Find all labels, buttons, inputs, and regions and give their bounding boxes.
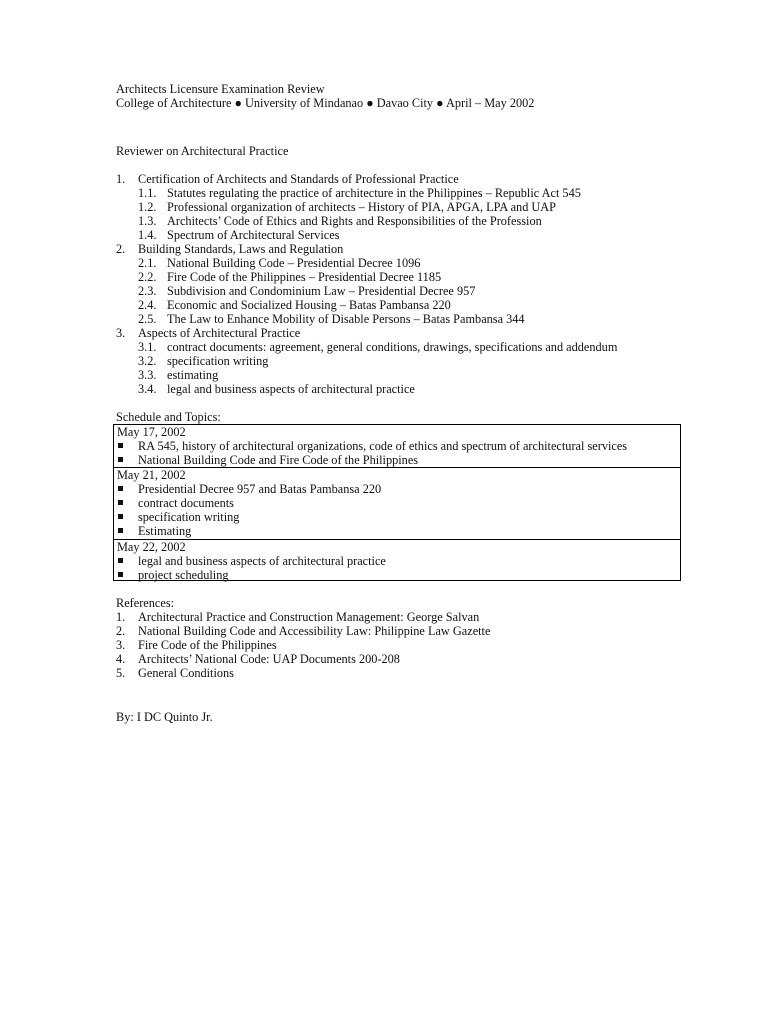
topic-text: legal and business aspects of architectural practice bbox=[138, 554, 386, 568]
item-number: 1.3. bbox=[138, 214, 157, 228]
reference-text: General Conditions bbox=[138, 666, 234, 680]
item-text: Professional organization of architects – History of PIA, APGA, LPA and UAP bbox=[167, 200, 557, 214]
item-number: 1.4. bbox=[138, 228, 157, 242]
item-number: 1.2. bbox=[138, 200, 157, 214]
square-bullet-icon bbox=[118, 572, 123, 577]
item-number: 3.2. bbox=[138, 354, 157, 368]
square-bullet-icon bbox=[118, 500, 123, 505]
item-number: 2.2. bbox=[138, 270, 157, 284]
item-text: estimating bbox=[167, 368, 219, 382]
item-number: 2.3. bbox=[138, 284, 157, 298]
reference-item bbox=[116, 638, 708, 652]
topic-text: specification writing bbox=[138, 510, 240, 524]
square-bullet-icon bbox=[118, 457, 123, 462]
reference-text: Architects’ National Code: UAP Documents 200-208 bbox=[138, 652, 400, 666]
session-date: May 22, 2002 bbox=[117, 540, 186, 554]
item-text: specification writing bbox=[167, 354, 269, 368]
square-bullet-icon bbox=[118, 514, 123, 519]
outline-item bbox=[116, 340, 708, 354]
reviewer-title: Reviewer on Architectural Practice bbox=[116, 144, 289, 158]
square-bullet-icon bbox=[118, 486, 123, 491]
outline-item bbox=[116, 284, 708, 298]
reference-number: 4. bbox=[116, 652, 126, 666]
references-label: References: bbox=[116, 596, 175, 610]
item-text: Economic and Socialized Housing – Batas Pambansa 220 bbox=[167, 298, 451, 312]
session-date: May 21, 2002 bbox=[117, 468, 186, 482]
schedule-heading-block bbox=[116, 410, 708, 424]
item-text: National Building Code – Presidential Decree 1096 bbox=[167, 256, 421, 270]
reference-item bbox=[116, 652, 708, 666]
topic-text: Estimating bbox=[138, 524, 192, 538]
schedule-session bbox=[114, 467, 680, 540]
section-title: Aspects of Architectural Practice bbox=[138, 326, 301, 340]
outline-section bbox=[116, 242, 708, 256]
topic-text: RA 545, history of architectural organizations, code of ethics and spectrum of architectural services bbox=[138, 439, 628, 453]
reference-number: 2. bbox=[116, 624, 126, 638]
outline-item bbox=[116, 382, 708, 396]
item-text: The Law to Enhance Mobility of Disable Persons – Batas Pambansa 344 bbox=[167, 312, 525, 326]
reference-number: 1. bbox=[116, 610, 126, 624]
topic-text: contract documents bbox=[138, 496, 234, 510]
item-text: Fire Code of the Philippines – Presidential Decree 1185 bbox=[167, 270, 442, 284]
author-line: By: I DC Quinto Jr. bbox=[116, 710, 213, 724]
reference-text: Fire Code of the Philippines bbox=[138, 638, 277, 652]
references-section bbox=[116, 596, 708, 680]
square-bullet-icon bbox=[118, 558, 123, 563]
outline-item bbox=[116, 270, 708, 284]
reference-item bbox=[116, 610, 708, 624]
outline-item bbox=[116, 214, 708, 228]
topic-text: National Building Code and Fire Code of the Philippines bbox=[138, 453, 419, 467]
outline-item bbox=[116, 368, 708, 382]
outline-item bbox=[116, 200, 708, 214]
item-number: 3.1. bbox=[138, 340, 157, 354]
item-text: Statutes regulating the practice of architecture in the Philippines – Republic Act 545 bbox=[167, 186, 581, 200]
topic-outline bbox=[116, 172, 708, 396]
section-title: Certification of Architects and Standards of Professional Practice bbox=[138, 172, 459, 186]
schedule-table bbox=[113, 424, 681, 581]
document-subtitle: College of Architecture ● University of Mindanao ● Davao City ● April – May 2002 bbox=[116, 96, 535, 110]
item-text: legal and business aspects of architectural practice bbox=[167, 382, 415, 396]
reference-number: 5. bbox=[116, 666, 126, 680]
item-number: 1.1. bbox=[138, 186, 157, 200]
reference-text: Architectural Practice and Construction Management: George Salvan bbox=[138, 610, 480, 624]
item-number: 3.4. bbox=[138, 382, 157, 396]
reviewer-title-block bbox=[116, 144, 708, 158]
item-number: 2.4. bbox=[138, 298, 157, 312]
schedule-session bbox=[114, 425, 680, 467]
section-number: 1. bbox=[116, 172, 126, 186]
topic-text: Presidential Decree 957 and Batas Pambansa 220 bbox=[138, 482, 382, 496]
outline-section bbox=[116, 326, 708, 340]
outline-item bbox=[116, 186, 708, 200]
item-text: Architects’ Code of Ethics and Rights and Responsibilities of the Profession bbox=[167, 214, 542, 228]
reference-text: National Building Code and Accessibility Law: Philippine Law Gazette bbox=[138, 624, 491, 638]
outline-item bbox=[116, 312, 708, 326]
document-title: Architects Licensure Examination Review bbox=[116, 82, 325, 96]
item-text: contract documents: agreement, general conditions, drawings, specifications and addendum bbox=[167, 340, 618, 354]
document-header bbox=[116, 82, 708, 110]
section-number: 2. bbox=[116, 242, 126, 256]
reference-item bbox=[116, 624, 708, 638]
outline-item bbox=[116, 228, 708, 242]
section-number: 3. bbox=[116, 326, 126, 340]
item-text: Spectrum of Architectural Services bbox=[167, 228, 340, 242]
item-number: 2.5. bbox=[138, 312, 157, 326]
session-date: May 17, 2002 bbox=[117, 425, 186, 439]
author-block bbox=[116, 710, 708, 724]
item-number: 2.1. bbox=[138, 256, 157, 270]
reference-item bbox=[116, 666, 708, 680]
outline-item bbox=[116, 354, 708, 368]
section-title: Building Standards, Laws and Regulation bbox=[138, 242, 344, 256]
topic-text: project scheduling bbox=[138, 568, 229, 582]
item-text: Subdivision and Condominium Law – Presidential Decree 957 bbox=[167, 284, 476, 298]
reference-number: 3. bbox=[116, 638, 126, 652]
outline-item bbox=[116, 298, 708, 312]
schedule-label: Schedule and Topics: bbox=[116, 410, 221, 424]
outline-section bbox=[116, 172, 708, 186]
outline-item bbox=[116, 256, 708, 270]
schedule-session bbox=[114, 539, 680, 581]
square-bullet-icon bbox=[118, 443, 123, 448]
square-bullet-icon bbox=[118, 528, 123, 533]
item-number: 3.3. bbox=[138, 368, 157, 382]
